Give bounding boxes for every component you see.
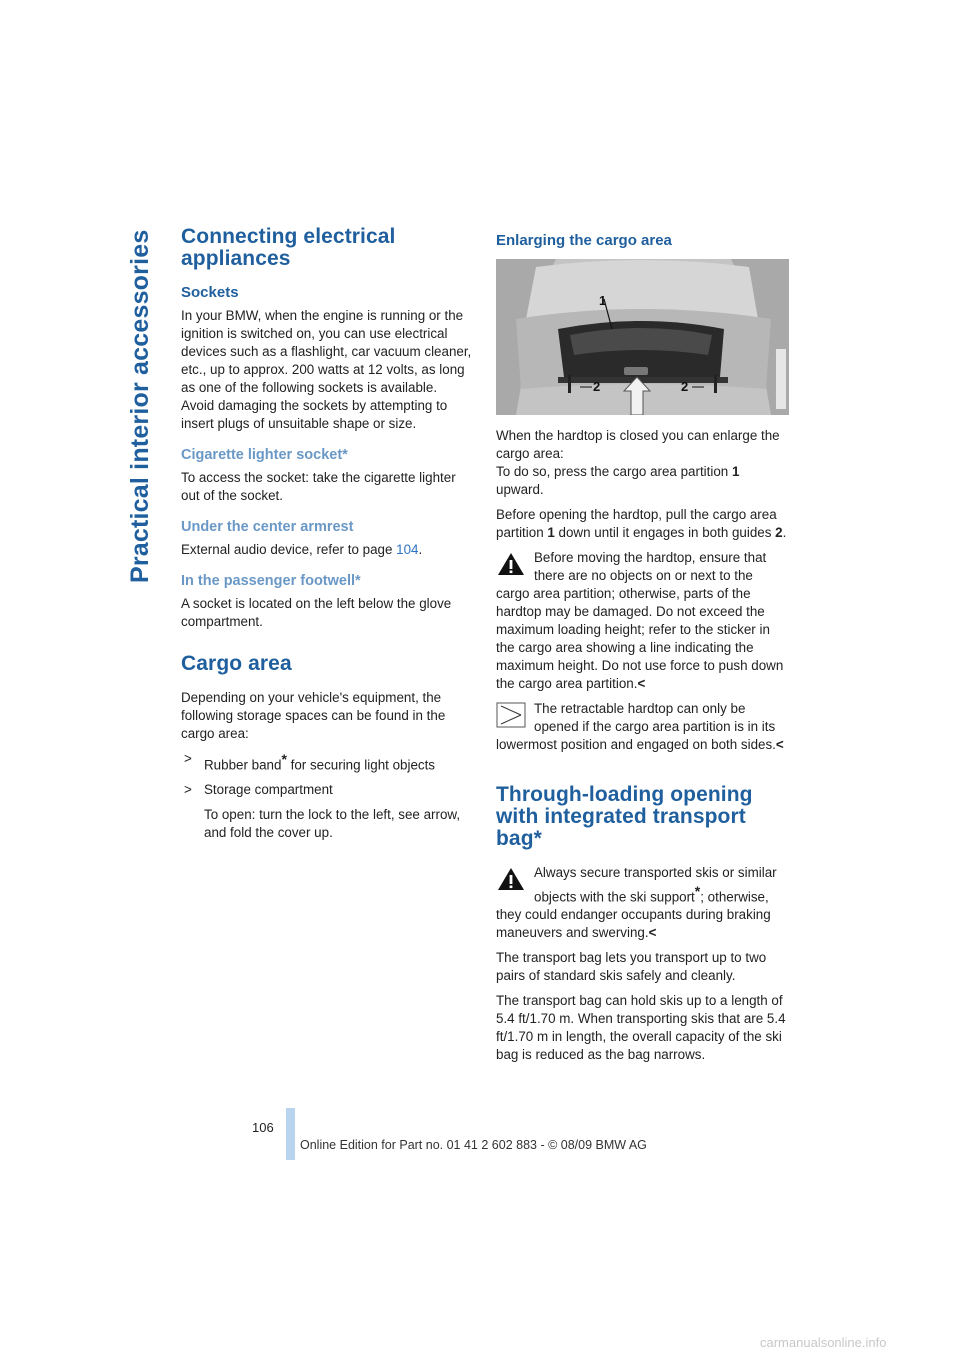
paragraph-enlarge-instructions <box>496 427 788 499</box>
cargo-area-illustration <box>496 259 789 415</box>
list-item-subtext: To open: turn the lock to the left, see arrow, and fold the cover up. <box>204 807 461 841</box>
warning-triangle-icon <box>496 551 526 577</box>
paragraph-cargo-area: Depending on your vehicle's equipment, the following storage spaces can be found in the cargo area: <box>181 690 446 741</box>
optional-equipment-star: * <box>281 751 287 767</box>
chapter-side-title: Practical interior accessories <box>126 230 154 584</box>
warning-skis-text: Always secure transported skis or similar objects with the ski support <box>534 865 777 905</box>
enlarge-text: When the hardtop is closed you can enlarge the cargo area: <box>496 428 780 461</box>
warning-skis <box>496 864 788 942</box>
heading-passenger-footwell: In the passenger footwell* <box>181 573 361 589</box>
figure-label-2-left: 2 <box>593 379 601 394</box>
paragraph-cigarette-lighter: To access the socket: take the cigarette lighter out of the socket. <box>181 470 456 503</box>
heading-through-loading-opening: Through-loading opening with integrated transport bag* <box>496 783 753 850</box>
paragraph-sockets: In your BMW, when the engine is running or the ignition is switched on, you can use electrical devices such as a flashlight, car vacuum cleaner, etc., up to approx. 200 watts at 12 volts, as long as one of the following sockets is available. Avoid damaging the sockets by attempting to insert plugs of unsuitable shape or size. <box>181 308 472 431</box>
end-marker: < <box>775 737 784 752</box>
note-text <box>496 700 788 754</box>
enlarge-text: To do so, press the cargo area partition <box>496 464 732 479</box>
watermark: carmanualsonline.info <box>760 1335 887 1350</box>
paragraph-transport-bag-length: The transport bag can hold skis up to a length of 5.4 ft/1.70 m. When transporting skis that are 5.4 ft/1.70 m in length, the overall capacity of the ski bag is reduced as the bag narrows. <box>496 993 786 1063</box>
warning-text <box>496 549 788 693</box>
end-marker: < <box>648 925 657 941</box>
warning-hardtop-text: Before moving the hardtop, ensure that there are no objects on or next to the cargo area partition; otherwise, parts of the hardtop may be damaged. Do not exceed the maximum loading height; refer to the sticker in the cargo area showing a line indicating the maximum height. Do not use force to push down the cargo area partition. <box>496 550 784 691</box>
armrest-period: . <box>418 542 423 557</box>
list-item-text: for securing light objects <box>286 757 436 773</box>
end-marker: < <box>637 676 646 691</box>
note-hardtop <box>496 700 788 754</box>
figure-label-2-right: 2 <box>681 379 689 394</box>
heading-cigarette-lighter-socket: Cigarette lighter socket* <box>181 447 348 463</box>
heading-connecting-electrical-appliances: Connecting electrical appliances <box>181 225 396 270</box>
page-link-104[interactable]: 104 <box>396 542 419 557</box>
bullet-marker: > <box>184 751 192 766</box>
paragraph-passenger-footwell: A socket is located on the left below the glove compartment. <box>181 596 452 629</box>
hardtop-text: . <box>782 525 787 540</box>
heading-cargo-area: Cargo area <box>181 652 292 675</box>
cargo-storage-list <box>181 750 473 842</box>
callout-number: 1 <box>547 525 555 540</box>
hardtop-text: Before opening the hardtop, pull the cargo area partition <box>496 507 777 540</box>
callout-number: 2 <box>775 525 783 540</box>
callout-number: 1 <box>731 464 740 479</box>
heading-under-center-armrest: Under the center armrest <box>181 519 354 535</box>
heading-sockets: Sockets <box>181 284 239 301</box>
armrest-text: External audio device, refer to page <box>181 542 397 557</box>
list-item <box>181 750 473 774</box>
list-item-text: Rubber band <box>204 757 282 773</box>
hardtop-text: down until it engages in both guides <box>554 525 776 540</box>
warning-text <box>496 864 788 942</box>
footer-accent-bar <box>286 1108 295 1160</box>
paragraph-before-opening-hardtop <box>496 506 788 542</box>
optional-equipment-star: * <box>694 883 701 899</box>
list-item-text: Storage compartment <box>204 782 333 798</box>
page-number: 106 <box>252 1120 274 1135</box>
list-item <box>181 781 473 842</box>
warning-skis-text: ; otherwise, they could endanger occupants during braking maneuvers and swerving. <box>496 889 771 941</box>
cargo-area-drawing <box>496 259 789 415</box>
warning-triangle-icon <box>496 866 526 892</box>
online-edition-footer: Online Edition for Part no. 01 41 2 602 883 - © 08/09 BMW AG <box>300 1138 647 1152</box>
paragraph-center-armrest <box>181 541 473 559</box>
heading-enlarging-cargo-area: Enlarging the cargo area <box>496 232 672 249</box>
right-column <box>496 232 788 1071</box>
figure-label-1: 1 <box>599 293 607 308</box>
enlarge-text: upward. <box>496 482 544 497</box>
bullet-marker: > <box>184 782 192 798</box>
warning-hardtop <box>496 549 788 693</box>
note-hardtop-text: The retractable hardtop can only be opened if the cargo area partition is in its lowermost position and engaged on both sides. <box>496 701 776 752</box>
left-column <box>181 226 473 849</box>
paragraph-transport-bag: The transport bag lets you transport up to two pairs of standard skis safely and cleanly. <box>496 950 767 984</box>
note-arrow-icon <box>496 702 526 728</box>
